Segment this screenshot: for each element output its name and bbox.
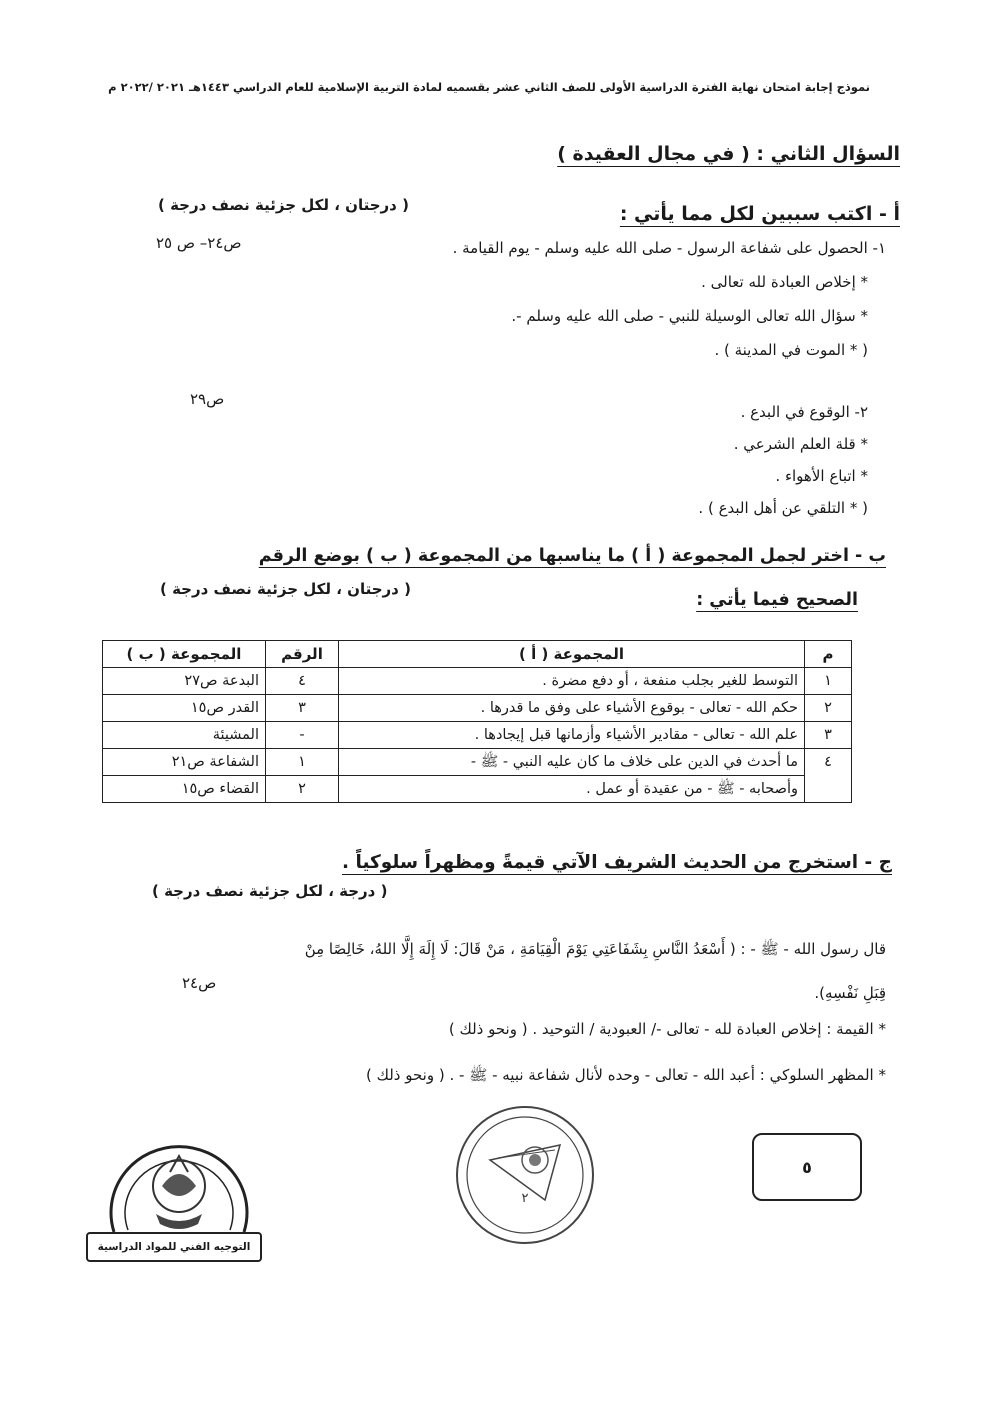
- header-m: م: [805, 641, 852, 668]
- matching-table: [102, 640, 852, 803]
- stamp-caption: التوجيه الفني للمواد الدراسية: [86, 1232, 262, 1262]
- cell-m: ٣: [805, 722, 852, 749]
- part-a-title: أ - اكتب سببين لكل مما يأتي :: [619, 203, 900, 225]
- cell-group-a: وأصحابه - ﷺ - من عقيدة أو عمل .: [339, 776, 805, 803]
- cell-m: ٢: [805, 695, 852, 722]
- part-a-item1-answer-1: * إخلاص العبادة لله تعالى .: [701, 273, 868, 291]
- cell-number: ٣: [266, 695, 339, 722]
- part-c-title: ج - استخرج من الحديث الشريف الآتي قيمةً ومظهراً سلوكياً .: [342, 852, 892, 873]
- part-a-item1-answer-2: * سؤال الله تعالى الوسيلة للنبي - صلى الله عليه وسلم -.: [511, 307, 868, 325]
- part-a-item2-answer-2: * اتباع الأهواء .: [775, 467, 868, 485]
- part-a-item2-answer-1: * قلة العلم الشرعي .: [733, 435, 868, 453]
- table-row: [103, 749, 852, 776]
- page-number: ٥: [802, 1157, 812, 1177]
- stamp-number: ٢: [521, 1191, 529, 1206]
- part-a-item2-answer-3: ( * التلقي عن أهل البدع ) .: [698, 499, 868, 517]
- table-row: [103, 668, 852, 695]
- hadith-line-1: قال رسول الله - ﷺ - : ( أَسْعَدُ النَّاسِ بِشَفَاعَتِي يَوْمَ الْقِيَامَةِ ، مَنْ قَالَ: لَا إِلَهَ إِلَّا اللهُ، خَالِصًا مِنْ: [304, 940, 886, 958]
- exam-header: نموذج إجابة امتحان نهاية الفترة الدراسية الأولى للصف الثاني عشر بقسميه لمادة التربية الإسلامية للعام الدراسي ١٤٤٣هـ ٢٠٢١ /٢٠٢٢ م: [108, 80, 870, 94]
- committee-stamp-icon: [450, 1100, 600, 1250]
- cell-number: ٢: [266, 776, 339, 803]
- table-row: [103, 722, 852, 749]
- cell-number: ١: [266, 749, 339, 776]
- hadith-line-2: قِبَلِ نَفْسِهِ).: [814, 984, 886, 1002]
- cell-group-a: التوسط للغير بجلب منفعة ، أو دفع مضرة .: [339, 668, 805, 695]
- part-a-item2-heading: ٢- الوقوع في البدع .: [740, 403, 868, 421]
- part-b-grade-note: ( درجتان ، لكل جزئية نصف درجة ): [160, 580, 411, 598]
- part-a-item2-page-ref: ص٢٩: [190, 390, 225, 408]
- part-a-grade-note: ( درجتان ، لكل جزئية نصف درجة ): [158, 196, 409, 214]
- cell-group-a: حكم الله - تعالى - بوقوع الأشياء على وفق ما قدرها .: [339, 695, 805, 722]
- cell-group-b: المشيئة: [103, 722, 266, 749]
- cell-group-a: ما أحدث في الدين على خلاف ما كان عليه النبي - ﷺ -: [339, 749, 805, 776]
- header-number: الرقم: [266, 641, 339, 668]
- answer-behavior: * المظهر السلوكي : أعبد الله - تعالى - وحده لأنال شفاعة نبيه - ﷺ - . ( ونحو ذلك ): [365, 1066, 886, 1084]
- page-number-box: [752, 1133, 862, 1201]
- part-a-item1-heading: ١- الحصول على شفاعة الرسول - صلى الله عليه وسلم - يوم القيامة .: [452, 239, 886, 257]
- cell-group-b: الشفاعة ص٢١: [103, 749, 266, 776]
- cell-number: ٤: [266, 668, 339, 695]
- part-a-item1-page-ref: ص٢٤– ص ٢٥: [156, 234, 242, 252]
- cell-group-b: القدر ص١٥: [103, 695, 266, 722]
- cell-group-b: البدعة ص٢٧: [103, 668, 266, 695]
- cell-m: ٤: [805, 749, 852, 803]
- part-b-title-line2: الصحيح فيما يأتي :: [696, 590, 858, 610]
- table-row: [103, 776, 852, 803]
- cell-number: -: [266, 722, 339, 749]
- part-b-title-line1: ب - اختر لجمل المجموعة ( أ ) ما يناسبها من المجموعة ( ب ) بوضع الرقم: [258, 546, 886, 566]
- part-c-grade-note: ( درجة ، لكل جزئية نصف درجة ): [152, 882, 388, 900]
- table-row: [103, 695, 852, 722]
- cell-group-a: علم الله - تعالى - مقادير الأشياء وأزمانها قبل إيجادها .: [339, 722, 805, 749]
- part-a-item1-answer-3: ( * الموت في المدينة ) .: [714, 341, 868, 359]
- header-group-b: المجموعة ( ب ): [103, 641, 266, 668]
- header-group-a: المجموعة ( أ ): [339, 641, 805, 668]
- cell-m: ١: [805, 668, 852, 695]
- table-header-row: [103, 641, 852, 668]
- part-c-page-ref: ص٢٤: [182, 974, 217, 992]
- answer-value: * القيمة : إخلاص العبادة لله - تعالى -/ العبودية / التوحيد . ( ونحو ذلك ): [448, 1020, 886, 1038]
- cell-group-b: القضاء ص١٥: [103, 776, 266, 803]
- question-title: السؤال الثاني : ( في مجال العقيدة ): [557, 143, 900, 165]
